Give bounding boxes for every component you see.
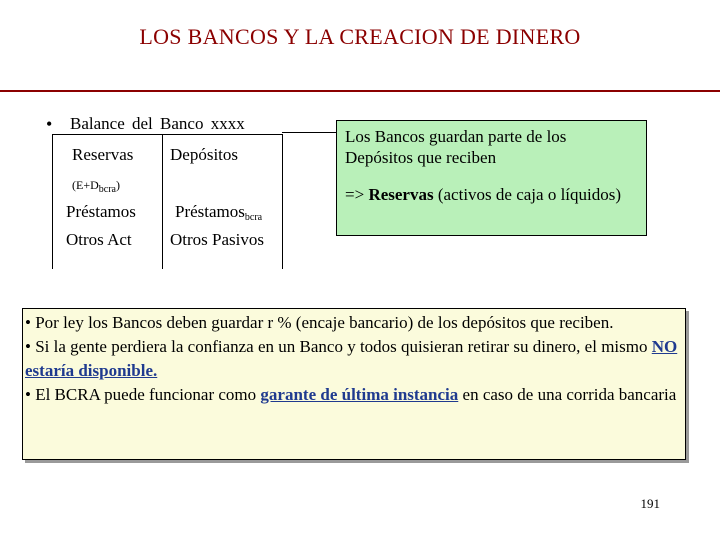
t-account-center-line [162,134,163,269]
point-bcra: • El BCRA puede funcionar como garante de última instancia en caso de una corrida bancaria [25,385,677,404]
balance-heading: Balance del Banco xxxx [70,114,245,133]
reserves-note-box [336,120,647,236]
asset-prestamos: Préstamos [66,202,136,221]
liability-depositos: Depósitos [170,145,238,164]
asset-reservas-note: $(E+D_{bcra})$ [72,178,120,195]
bullet-marker: • [46,114,53,134]
t-account-top-line [52,134,282,135]
page-number: 191 [640,496,660,511]
asset-otros: Otros Act [66,230,132,249]
point-encaje: • Por ley los Bancos deben guardar r % (encaje bancario) de los depósitos que reciben. [25,313,614,332]
banking-points-box [22,308,686,460]
t-account-right-line [282,134,283,269]
t-account-left-line [52,134,53,269]
connector-line [282,132,340,133]
slide-title: LOS BANCOS Y LA CREACION DE DINERO [139,24,581,49]
liability-otros: Otros Pasivos [170,230,264,249]
asset-reservas: Reservas [72,145,134,164]
title-divider [0,90,720,92]
reserves-note-line2: => Reservas (activos de caja o líquidos) [345,185,622,204]
reserves-note-line1: Los Bancos guardan parte de los Depósitos que reciben [345,127,567,167]
liability-prestamos: Préstamos$_{bcra}$ [175,202,263,223]
point-confianza: • Si la gente perdiera la confianza en un Banco y todos quisieran retirar su dinero, el mismo NO estaría disponible. [25,337,678,380]
